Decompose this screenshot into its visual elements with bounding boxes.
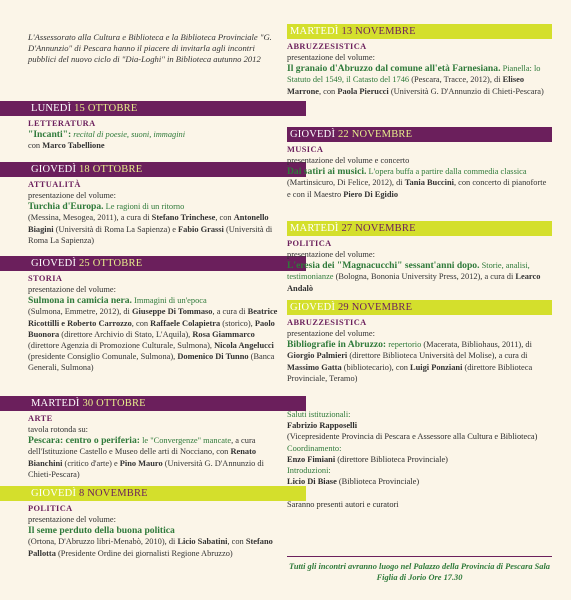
closing-note: Saranno presenti autori e curatori — [287, 499, 399, 509]
presentation-label: presentazione del volume e concerto — [287, 156, 410, 165]
event-category: POLITICA — [287, 239, 332, 248]
affiliation-text: (Università di Roma La Sapienza) — [28, 224, 273, 245]
date-bar — [0, 256, 306, 271]
event-29-novembre — [287, 300, 552, 384]
event-title: Pescara: centro o periferia: — [28, 435, 140, 447]
connector-text: , a cura dell'Istituzione Castello e Museo delle arti di Nocciano, con — [28, 436, 256, 457]
event-body — [287, 52, 552, 97]
event-date: 15 OTTOBRE — [74, 103, 138, 114]
presentation-label: presentazione del volume: — [287, 329, 375, 338]
event-body — [287, 155, 552, 200]
presentation-label: presentazione del volume: — [28, 285, 116, 294]
introductions-label: Introduzioni: — [287, 466, 331, 476]
event-date: 27 NOVEMBRE — [341, 223, 416, 234]
event-date: 13 NOVEMBRE — [341, 26, 416, 37]
affiliation-text: (Università di Roma La Sapienza) e — [53, 224, 179, 234]
person-name: Licio Di Biase — [287, 477, 337, 487]
affiliation-text: (Presidente Ordine dei giornalisti Regione Abruzzo) — [55, 548, 233, 558]
publication-info: (Pescara, Tracce, 2012), di — [409, 75, 503, 85]
publication-info: (Macerata, Bibliohaus, 2011), di — [421, 340, 532, 350]
event-date: 29 NOVEMBRE — [337, 302, 413, 313]
event-category: ABRUZZESISTICA — [287, 42, 367, 51]
coordination-label: Coordinamento: — [287, 443, 342, 453]
venue-footer: Tutti gli incontri avranno luogo nel Palazzo della Provincia di Pescara Sala Figlia di Jorio Ore 17.30 — [289, 562, 550, 582]
event-title: Turchia d'Europa. — [28, 201, 104, 213]
affiliation-text: (presidente Consiglio Comunale, Sulmona), — [28, 352, 178, 362]
connector-text: , con concerto di pianoforte e con il Maestro — [287, 178, 547, 199]
event-title: "Incanti": — [28, 129, 72, 140]
connector-text: , con — [318, 86, 338, 96]
event-date: 30 OTTOBRE — [82, 398, 146, 409]
affiliation-text: (direttore Archivio di Stato, L'Aquila), — [59, 329, 193, 339]
footer-divider — [287, 556, 552, 557]
event-day: MARTEDÌ — [290, 26, 339, 37]
affiliation-text: (Banca Generali, Sulmona) — [28, 352, 275, 373]
event-day: MARTEDÌ — [290, 223, 339, 234]
publication-info: (Bologna, Bononia University Press, 2012), a cura di — [333, 272, 516, 282]
event-body — [28, 190, 278, 246]
event-15-ottobre — [28, 101, 278, 151]
greetings-label: Saluti istituzionali: — [287, 410, 351, 419]
affiliation-text: (Università G. D'Annunzio di Chieti-Pescara) — [388, 86, 544, 96]
affiliation-text: (Biblioteca Provinciale) — [336, 477, 420, 487]
event-body — [28, 129, 278, 151]
event-date: 18 OTTOBRE — [78, 164, 143, 175]
person-name: Licio Sabatini — [177, 537, 228, 547]
event-body — [287, 249, 552, 294]
person-name: Massimo Gatta — [287, 362, 342, 372]
event-subtitle: repertorio — [386, 340, 422, 350]
event-title: L'eresia dei "Magnacucchi" sessant'anni dopo. — [287, 260, 480, 272]
affiliation-text: (direttore Biblioteca Provinciale) — [335, 454, 448, 464]
person-name: Fabrizio Rapposelli — [287, 421, 358, 431]
person-name: Fabio Grassi — [178, 224, 224, 234]
with-label: con — [28, 141, 43, 151]
date-bar — [287, 24, 552, 39]
person-name: Raffaele Colapietra — [150, 318, 221, 328]
person-name: Renato Bianchini — [28, 447, 257, 468]
person-name: Marco Tabellione — [42, 141, 105, 151]
date-bar — [287, 300, 552, 315]
intro-text: L'Assessorato alla Cultura e Biblioteca e la Biblioteca Provinciale "G. D'Annunzio" di Pescara hanno il piacere di invitarla agli incontri pubblici del nuovo ciclo di "Dia-Loghi" in Biblioteca autunno 2012 — [28, 32, 272, 64]
event-body — [28, 284, 278, 374]
event-category: STORIA — [28, 274, 63, 283]
event-category: ABRUZZESISTICA — [287, 318, 367, 327]
connector-text: , con — [131, 318, 151, 328]
affiliation-text: (Università G. D'Annunzio di Chieti-Pescara) — [28, 458, 264, 479]
person-name: Giuseppe Di Tommaso — [131, 307, 213, 317]
person-name: Enzo Fimiani — [287, 454, 336, 464]
event-title: Dai satiri ai musici. — [287, 166, 367, 178]
affiliation-text: (bibliotecario), con — [341, 362, 411, 372]
person-name: Antonello Biagini — [28, 213, 269, 234]
affiliation-text: (direttore Biblioteca Provinciale, Teramo) — [287, 362, 533, 383]
publication-info: (Martinsicuro, Di Felice, 2012), di — [287, 178, 405, 188]
person-name: Eliseo Marrone — [287, 75, 525, 96]
event-body — [28, 424, 278, 480]
event-18-ottobre — [28, 162, 278, 246]
affiliation-text: (direttore Biblioteca Università del Molise), a cura di — [347, 351, 528, 361]
publication-info: (Ortona, D'Abruzzo libri-Menabò, 2010), di — [28, 537, 178, 547]
event-title: Bibliografie in Abruzzo: — [287, 339, 387, 351]
event-body — [28, 514, 278, 559]
event-subtitle: le "Convergenze" mancate — [139, 436, 232, 446]
date-bar — [287, 127, 552, 142]
date-bar — [0, 396, 306, 411]
person-name: Beatrice Ricottilli e Roberto Carrozzo — [28, 307, 278, 328]
date-bar — [0, 162, 306, 177]
event-22-novembre — [287, 127, 552, 200]
person-name: Domenico Di Tunno — [177, 352, 249, 362]
credits-section — [287, 409, 552, 510]
affiliation-text: (direttore Agenzia di Promozione Culturale, Sulmona), — [28, 341, 215, 351]
person-name: Luigi Ponziani — [410, 362, 463, 372]
event-8-novembre — [28, 486, 278, 559]
event-category: LETTERATURA — [28, 119, 96, 128]
publication-info: (Sulmona, Emmetre, 2012), di — [28, 307, 132, 317]
person-name: Nicola Angelucci — [214, 341, 274, 351]
event-day: GIOVEDÌ — [31, 258, 77, 269]
event-subtitle: Pianella: lo Statuto del 1549, il Catasto del 1746 — [287, 64, 541, 85]
affiliation-text: (storico), — [220, 318, 255, 328]
event-category: ATTUALITÀ — [28, 180, 81, 189]
date-bar — [287, 221, 552, 236]
event-subtitle: Storie, analisi, testimonianze — [287, 261, 530, 282]
date-bar — [0, 486, 306, 501]
presentation-label: presentazione del volume: — [287, 250, 375, 259]
event-30-ottobre — [28, 396, 278, 480]
event-day: MARTEDÌ — [31, 398, 80, 409]
event-day: LUNEDÌ — [31, 103, 72, 114]
person-name: Stefano Pallotta — [28, 537, 273, 558]
event-subtitle: Immagini di un'epoca — [131, 296, 207, 306]
event-title: Sulmona in camicia nera. — [28, 295, 132, 307]
connector-text: , con — [215, 213, 234, 223]
event-day: GIOVEDÌ — [31, 164, 77, 175]
presentation-label: presentazione del volume: — [28, 191, 116, 200]
event-day: GIOVEDÌ — [31, 488, 77, 499]
event-subtitle: recital di poesie, suoni, immagini — [71, 130, 186, 139]
person-name: Rosa Giammarco — [192, 329, 255, 339]
presentation-label: presentazione del volume: — [28, 515, 116, 524]
event-subtitle: Le ragioni di un ritorno — [103, 202, 185, 212]
person-name: Piero Di Egidio — [343, 189, 399, 199]
event-date: 25 OTTOBRE — [78, 258, 143, 269]
person-name: Paolo Buonora — [28, 318, 275, 339]
connector-text: , con — [227, 537, 246, 547]
affiliation-text: (critico d'arte) e — [62, 458, 120, 468]
event-date: 8 NOVEMBRE — [78, 488, 148, 499]
event-13-novembre — [287, 24, 552, 97]
connector-text: , a cura di — [212, 307, 248, 317]
presentation-label: presentazione del volume: — [287, 53, 375, 62]
event-subtitle: L'opera buffa a partire dalla commedia classica — [366, 167, 527, 177]
person-name: Giorgio Palmieri — [287, 351, 348, 361]
person-name: Stefano Trinchese — [151, 213, 216, 223]
right-column — [287, 0, 552, 600]
person-name: Tania Buccini — [404, 178, 454, 188]
event-25-ottobre — [28, 256, 278, 374]
event-body — [287, 328, 552, 384]
date-bar — [0, 101, 306, 116]
event-27-novembre — [287, 221, 552, 294]
event-category: ARTE — [28, 414, 53, 423]
person-name: Paola Pierucci — [337, 86, 389, 96]
presentation-label: tavola rotonda su: — [28, 425, 89, 434]
event-title: Il seme perduto della buona politica — [28, 525, 175, 537]
affiliation-text: (Vicepresidente Provincia di Pescara e Assessore alla Cultura e Biblioteca) — [287, 432, 538, 442]
event-day: GIOVEDÌ — [290, 129, 336, 140]
event-day: GIOVEDÌ — [290, 302, 336, 313]
person-name: Learco Andalò — [287, 272, 541, 293]
event-title: Il granaio d'Abruzzo dal comune all'età Farnesiana. — [287, 63, 501, 75]
publication-info: (Messina, Mesogea, 2011), a cura di — [28, 213, 152, 223]
person-name: Pino Mauro — [119, 458, 163, 468]
event-date: 22 NOVEMBRE — [337, 129, 413, 140]
event-category: POLITICA — [28, 504, 73, 513]
event-category: MUSICA — [287, 145, 324, 154]
